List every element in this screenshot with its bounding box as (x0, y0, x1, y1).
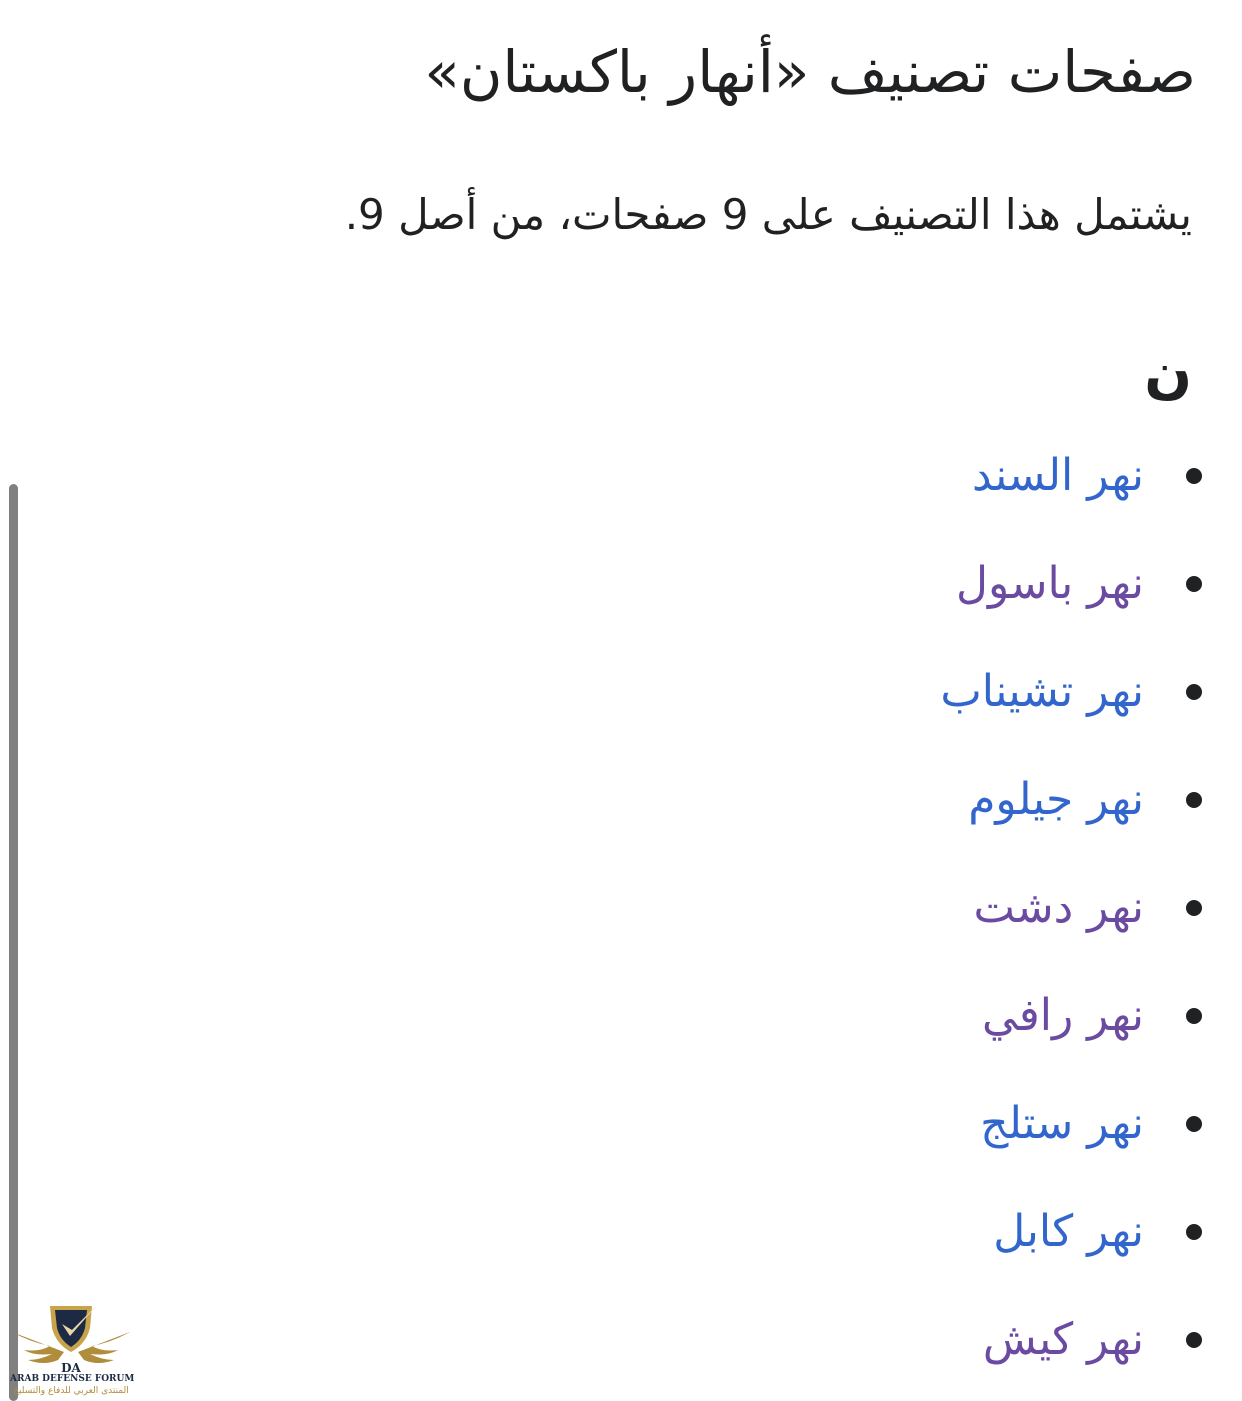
bullet-icon (1186, 468, 1202, 484)
list-item (940, 962, 1202, 1070)
page-link[interactable]: نهر جيلوم (968, 773, 1144, 825)
category-count-text: يشتمل هذا التصنيف على 9 صفحات، من أصل 9. (344, 190, 1192, 239)
list-item (940, 854, 1202, 962)
page-link[interactable]: نهر دشت (973, 881, 1144, 933)
page-link[interactable]: نهر كابل (993, 1205, 1144, 1257)
logo-monogram: DA (61, 1361, 81, 1374)
forum-logo-watermark (10, 1302, 135, 1398)
list-item (940, 422, 1202, 530)
logo-name-ar: المنتدى العربي للدفاع والتسليح (13, 1386, 129, 1396)
scrollbar[interactable] (9, 484, 18, 1401)
page-title: صفحات تصنيف «أنهار باكستان» (424, 38, 1196, 106)
list-item (940, 1178, 1202, 1286)
logo-name-en: ARAB DEFENSE FORUM (10, 1374, 135, 1384)
page-link[interactable]: نهر ستلج (980, 1097, 1144, 1149)
page-link[interactable]: نهر تشيناب (940, 665, 1144, 717)
bullet-icon (1186, 792, 1202, 808)
list-item (940, 1286, 1202, 1394)
page-link[interactable]: نهر باسول (955, 557, 1144, 609)
page-link[interactable]: نهر رافي (982, 989, 1144, 1041)
bullet-icon (1186, 1116, 1202, 1132)
list-item (940, 530, 1202, 638)
list-item (940, 746, 1202, 854)
bullet-icon (1186, 900, 1202, 916)
list-item (940, 638, 1202, 746)
category-pages-list (940, 422, 1202, 1394)
list-item (940, 1070, 1202, 1178)
bullet-icon (1186, 684, 1202, 700)
bullet-icon (1186, 1332, 1202, 1348)
shield-wings-icon (10, 1302, 132, 1374)
bullet-icon (1186, 1224, 1202, 1240)
bullet-icon (1186, 1008, 1202, 1024)
section-letter-heading: ن (1144, 341, 1192, 406)
page-link[interactable]: نهر كيش (982, 1313, 1144, 1365)
bullet-icon (1186, 576, 1202, 592)
page-link[interactable]: نهر السند (971, 449, 1144, 501)
